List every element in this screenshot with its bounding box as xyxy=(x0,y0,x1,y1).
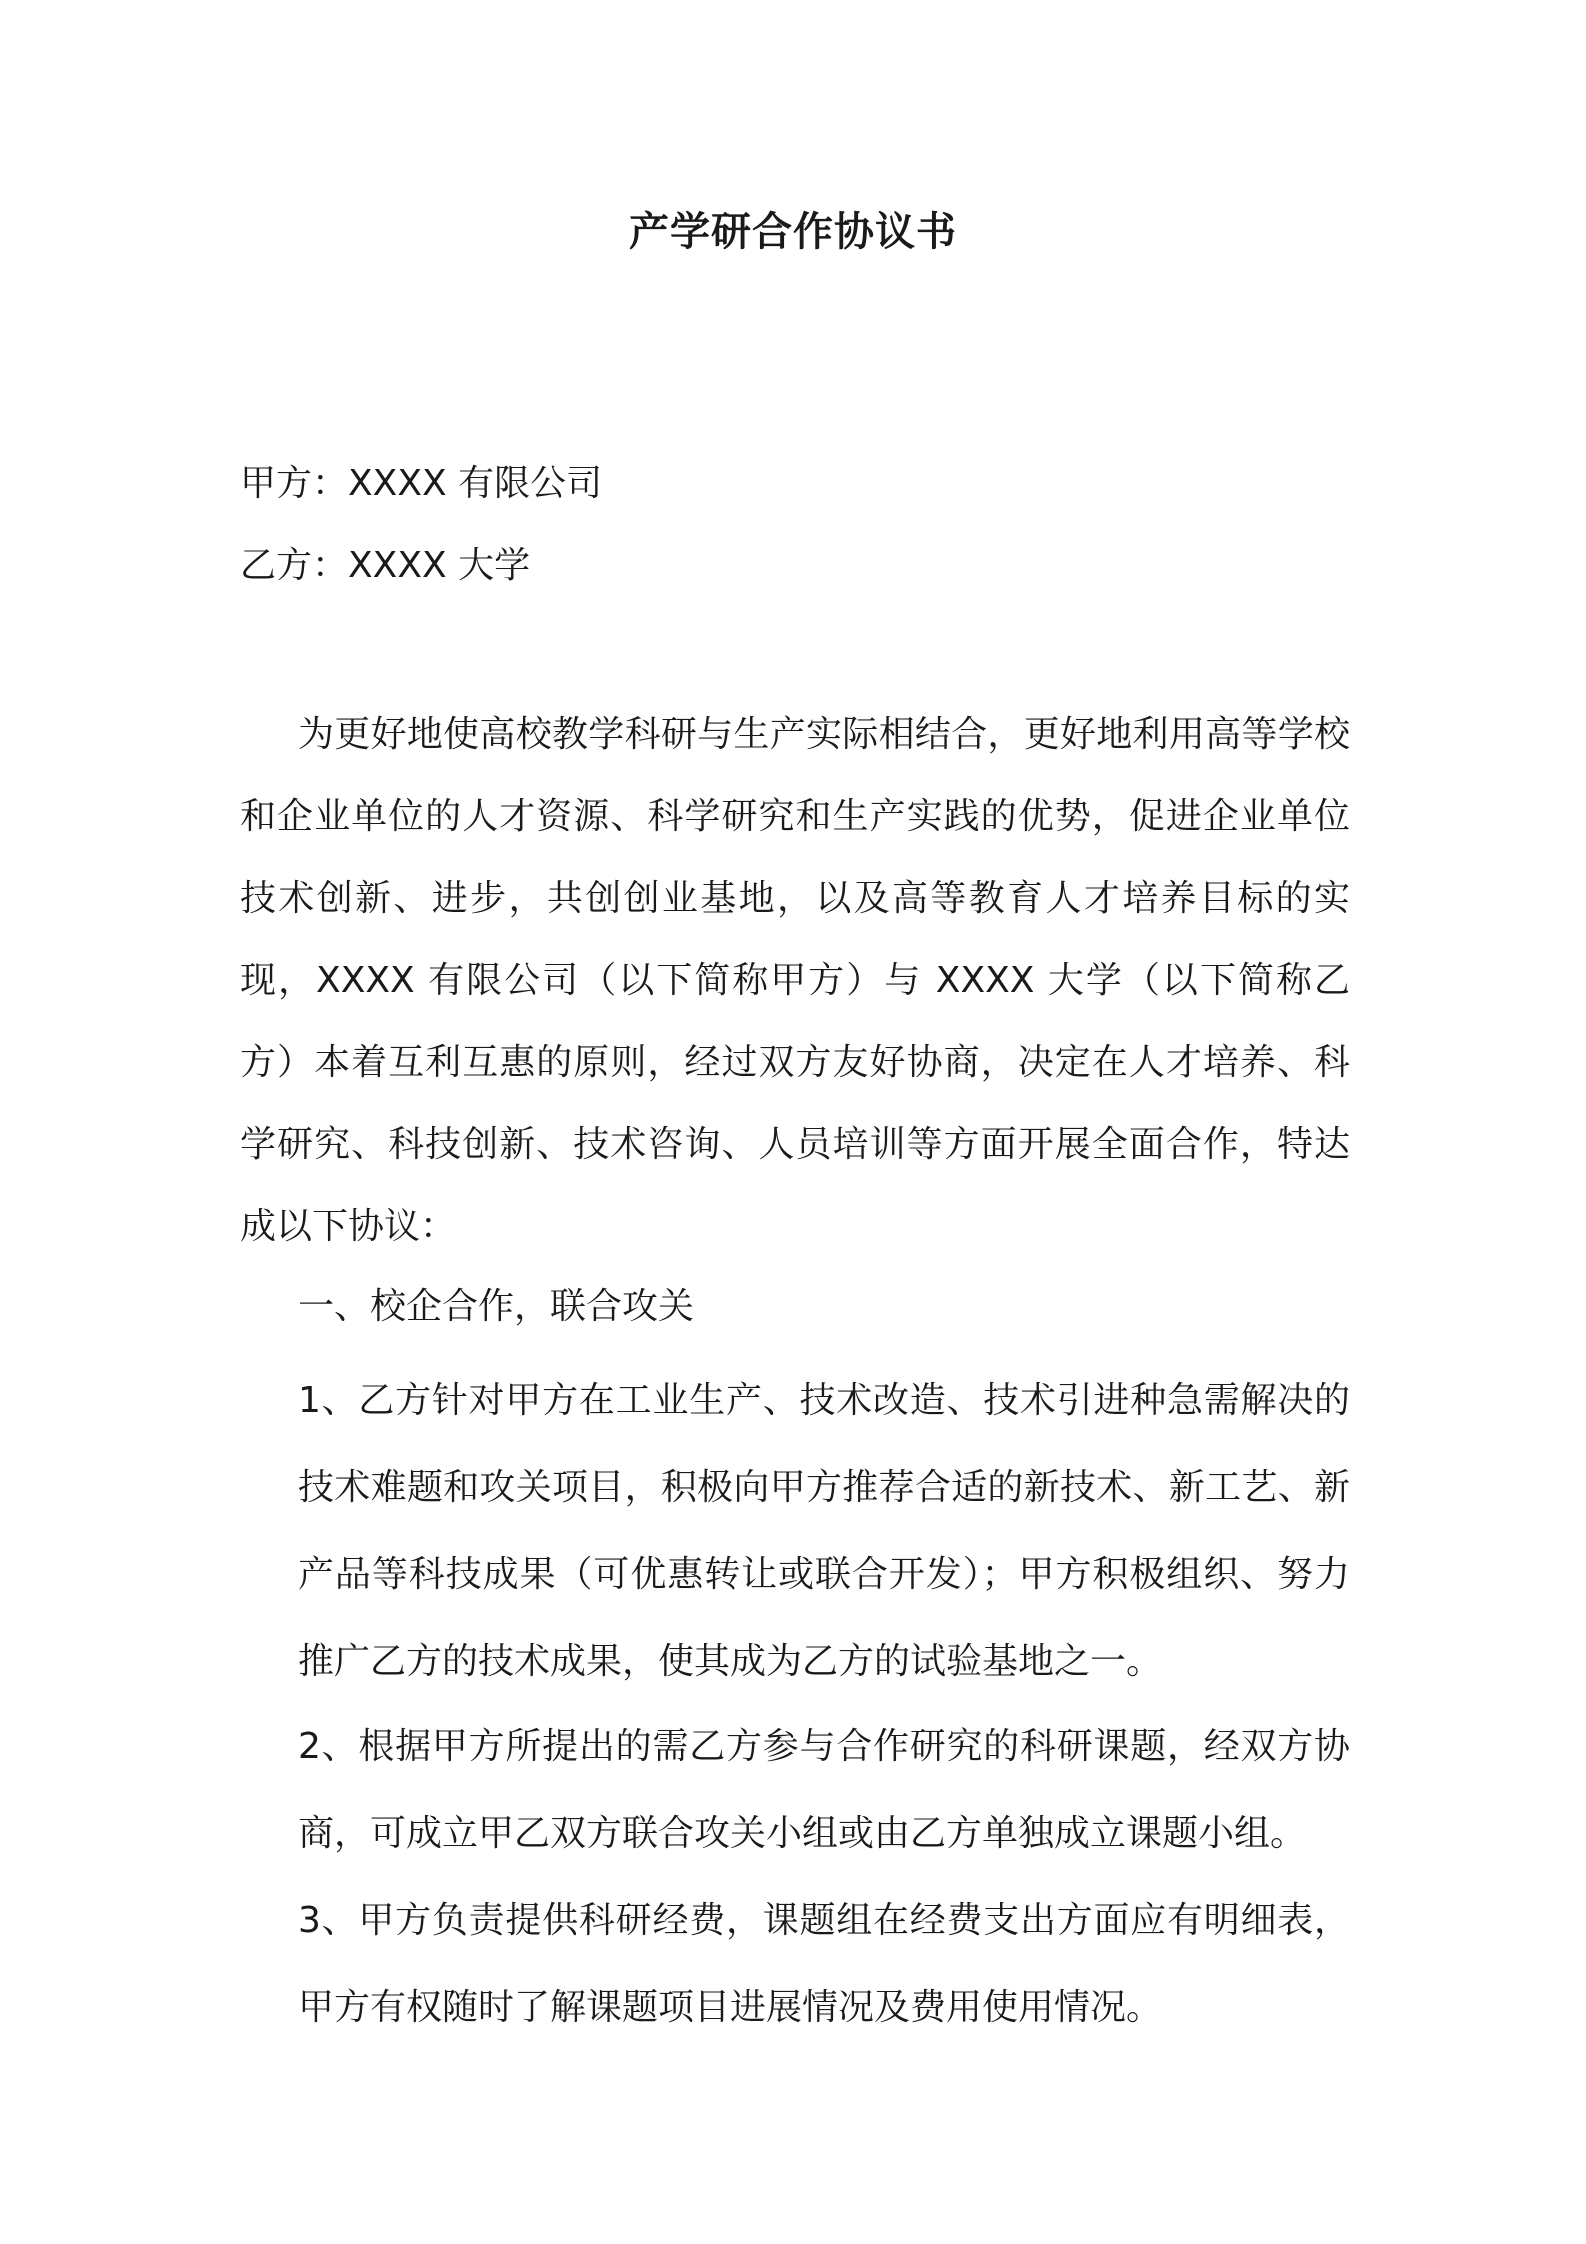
section-heading: 一、校企合作，联合攻关 xyxy=(298,1286,695,1327)
clause-item: 3、甲方负责提供科研经费，课题组在经费支出方面应有明细表，甲方有权随时了解课题项目进展情况及费用使用情况。 xyxy=(298,1900,1350,2028)
party-a-line: 甲方：XXXX 有限公司 xyxy=(240,463,603,504)
party-b-line: 乙方：XXXX 大学 xyxy=(240,545,531,586)
intro-paragraph: 为更好地使高校教学科研与生产实际相结合，更好地利用高等学校和企业单位的人才资源、科学研究和生产实践的优势，促进企业单位技术创新、进步，共创创业基地，以及高等教育人才培养目标的实现，XXXX 有限公司（以下简称甲方）与 XXXX 大学（以下简称乙方）本着互利互惠的原则，经过双方友好协商，决定在人才培养、科学研究、科技创新、技术咨询、人员培训等方面开展全面合作，特达成以下协议： xyxy=(240,714,1350,1247)
document-title: 产学研合作协议书 xyxy=(629,209,957,255)
clause-item: 2、根据甲方所提出的需乙方参与合作研究的科研课题，经双方协商，可成立甲乙双方联合攻关小组或由乙方单独成立课题小组。 xyxy=(298,1726,1350,1854)
clause-item: 1、乙方针对甲方在工业生产、技术改造、技术引进种急需解决的技术难题和攻关项目，积极向甲方推荐合适的新技术、新工艺、新产品等科技成果（可优惠转让或联合开发）；甲方积极组织、努力推广乙方的技术成果，使其成为乙方的试验基地之一。 xyxy=(298,1380,1350,1682)
